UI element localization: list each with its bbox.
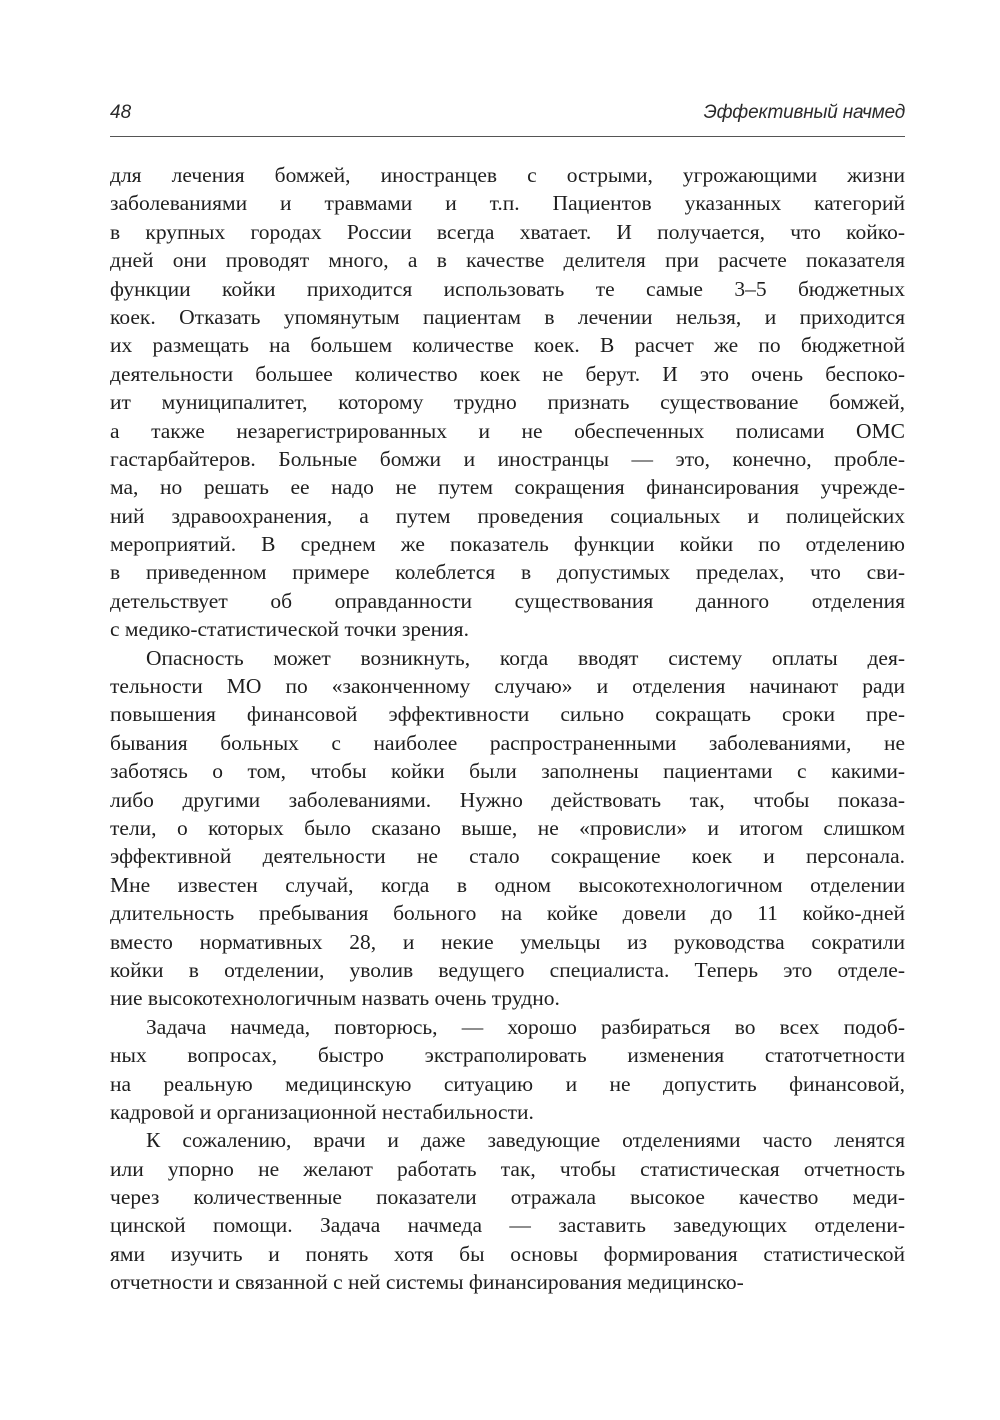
paragraph <box>110 1013 905 1127</box>
text-line: гастарбайтеров. Больные бомжи и иностранцы — это, конечно, пробле- <box>110 446 905 471</box>
text-line: вместо нормативных 28, и некие умельцы из руководства сократили <box>110 929 905 954</box>
running-header <box>110 98 905 130</box>
text-line: ями изучить и понять хотя бы основы формирования статистической <box>110 1241 905 1266</box>
body-text <box>110 161 905 1297</box>
header-rule <box>110 136 905 137</box>
running-title: Эффективный начмед <box>703 102 905 123</box>
text-line: либо другими заболеваниями. Нужно действовать так, чтобы показа- <box>110 787 905 812</box>
text-line: заботясь о том, чтобы койки были заполнены пациентами с какими- <box>110 759 905 784</box>
text-line: для лечения бомжей, иностранцев с острыми, угрожающими жизни <box>110 163 905 187</box>
text-line: или упорно не желают работать так, чтобы статистическая отчетность <box>110 1156 905 1181</box>
text-line: в приведенном примере колеблется в допустимых пределах, что сви- <box>110 560 905 585</box>
text-line: а также незарегистрированных и не обеспеченных полисами ОМС <box>110 418 905 443</box>
text-line: на реальную медицинскую ситуацию и не допустить финансовой, <box>110 1071 905 1096</box>
text-line: с медико-статистической точки зрения. <box>110 617 469 642</box>
paragraph <box>110 161 905 644</box>
page-number: 48 <box>110 102 132 123</box>
text-line: эффективной деятельности не стало сокращение коек и персонала. <box>110 844 905 869</box>
text-line: деятельности большее количество коек не берут. И это очень беспоко- <box>110 361 905 386</box>
text-line: тельности МО по «законченному случаю» и отделения начинают ради <box>110 674 905 699</box>
text-line: Мне известен случай, когда в одном высокотехнологичном отделении <box>110 872 905 897</box>
text-line: их размещать на большем количестве коек. В расчет же по бюджетной <box>110 333 905 358</box>
text-line: дней они проводят много, а в качестве делителя при расчете показателя <box>110 248 905 273</box>
paragraph <box>110 644 905 1013</box>
paragraph <box>110 1126 905 1296</box>
text-line: в крупных городах России всегда хватает. И получается, что койко- <box>110 219 905 244</box>
text-line: ных вопросах, быстро экстраполировать изменения статотчетности <box>110 1043 905 1068</box>
text-line: ний здравоохранения, а путем проведения социальных и полицейских <box>110 503 905 528</box>
text-line: коек. Отказать упомянутым пациентам в лечении нельзя, и приходится <box>110 304 905 329</box>
text-line: ит муниципалитет, которому трудно признать существование бомжей, <box>110 390 905 415</box>
text-line: Задача начмеда, повторюсь, — хорошо разбираться во всех подоб- <box>146 1014 905 1039</box>
text-line: тели, о которых было сказано выше, не «провисли» и итогом слишком <box>110 815 905 840</box>
text-line: цинской помощи. Задача начмеда — заставить заведующих отделени- <box>110 1213 905 1238</box>
text-line: длительность пребывания больного на койке довели до 11 койко-дней <box>110 901 905 926</box>
text-line: бывания больных с наиболее распространенными заболеваниями, не <box>110 730 905 755</box>
text-line: функции койки приходится использовать те самые 3–5 бюджетных <box>110 276 905 301</box>
text-line: кадровой и организационной нестабильности. <box>110 1099 534 1124</box>
text-line: ние высокотехнологичным назвать очень трудно. <box>110 986 560 1011</box>
text-line: койки в отделении, уволив ведущего специалиста. Теперь это отделе- <box>110 957 905 982</box>
text-line: Опасность может возникнуть, когда вводят систему оплаты дея- <box>146 645 905 670</box>
text-line: детельствует об оправданности существования данного отделения <box>110 588 905 613</box>
text-line: повышения финансовой эффективности сильно сокращать сроки пре- <box>110 702 905 727</box>
text-line: ма, но решать ее надо не путем сокращения финансирования учрежде- <box>110 475 905 500</box>
text-line: К сожалению, врачи и даже заведующие отделениями часто ленятся <box>146 1128 905 1153</box>
text-line: через количественные показатели отражала высокое качество меди- <box>110 1185 905 1210</box>
text-line: мероприятий. В среднем же показатель функции койки по отделению <box>110 532 905 557</box>
text-line: отчетности и связанной с ней системы финансирования медицинско- <box>110 1270 744 1295</box>
text-line: заболеваниями и травмами и т.п. Пациентов указанных категорий <box>110 191 905 216</box>
